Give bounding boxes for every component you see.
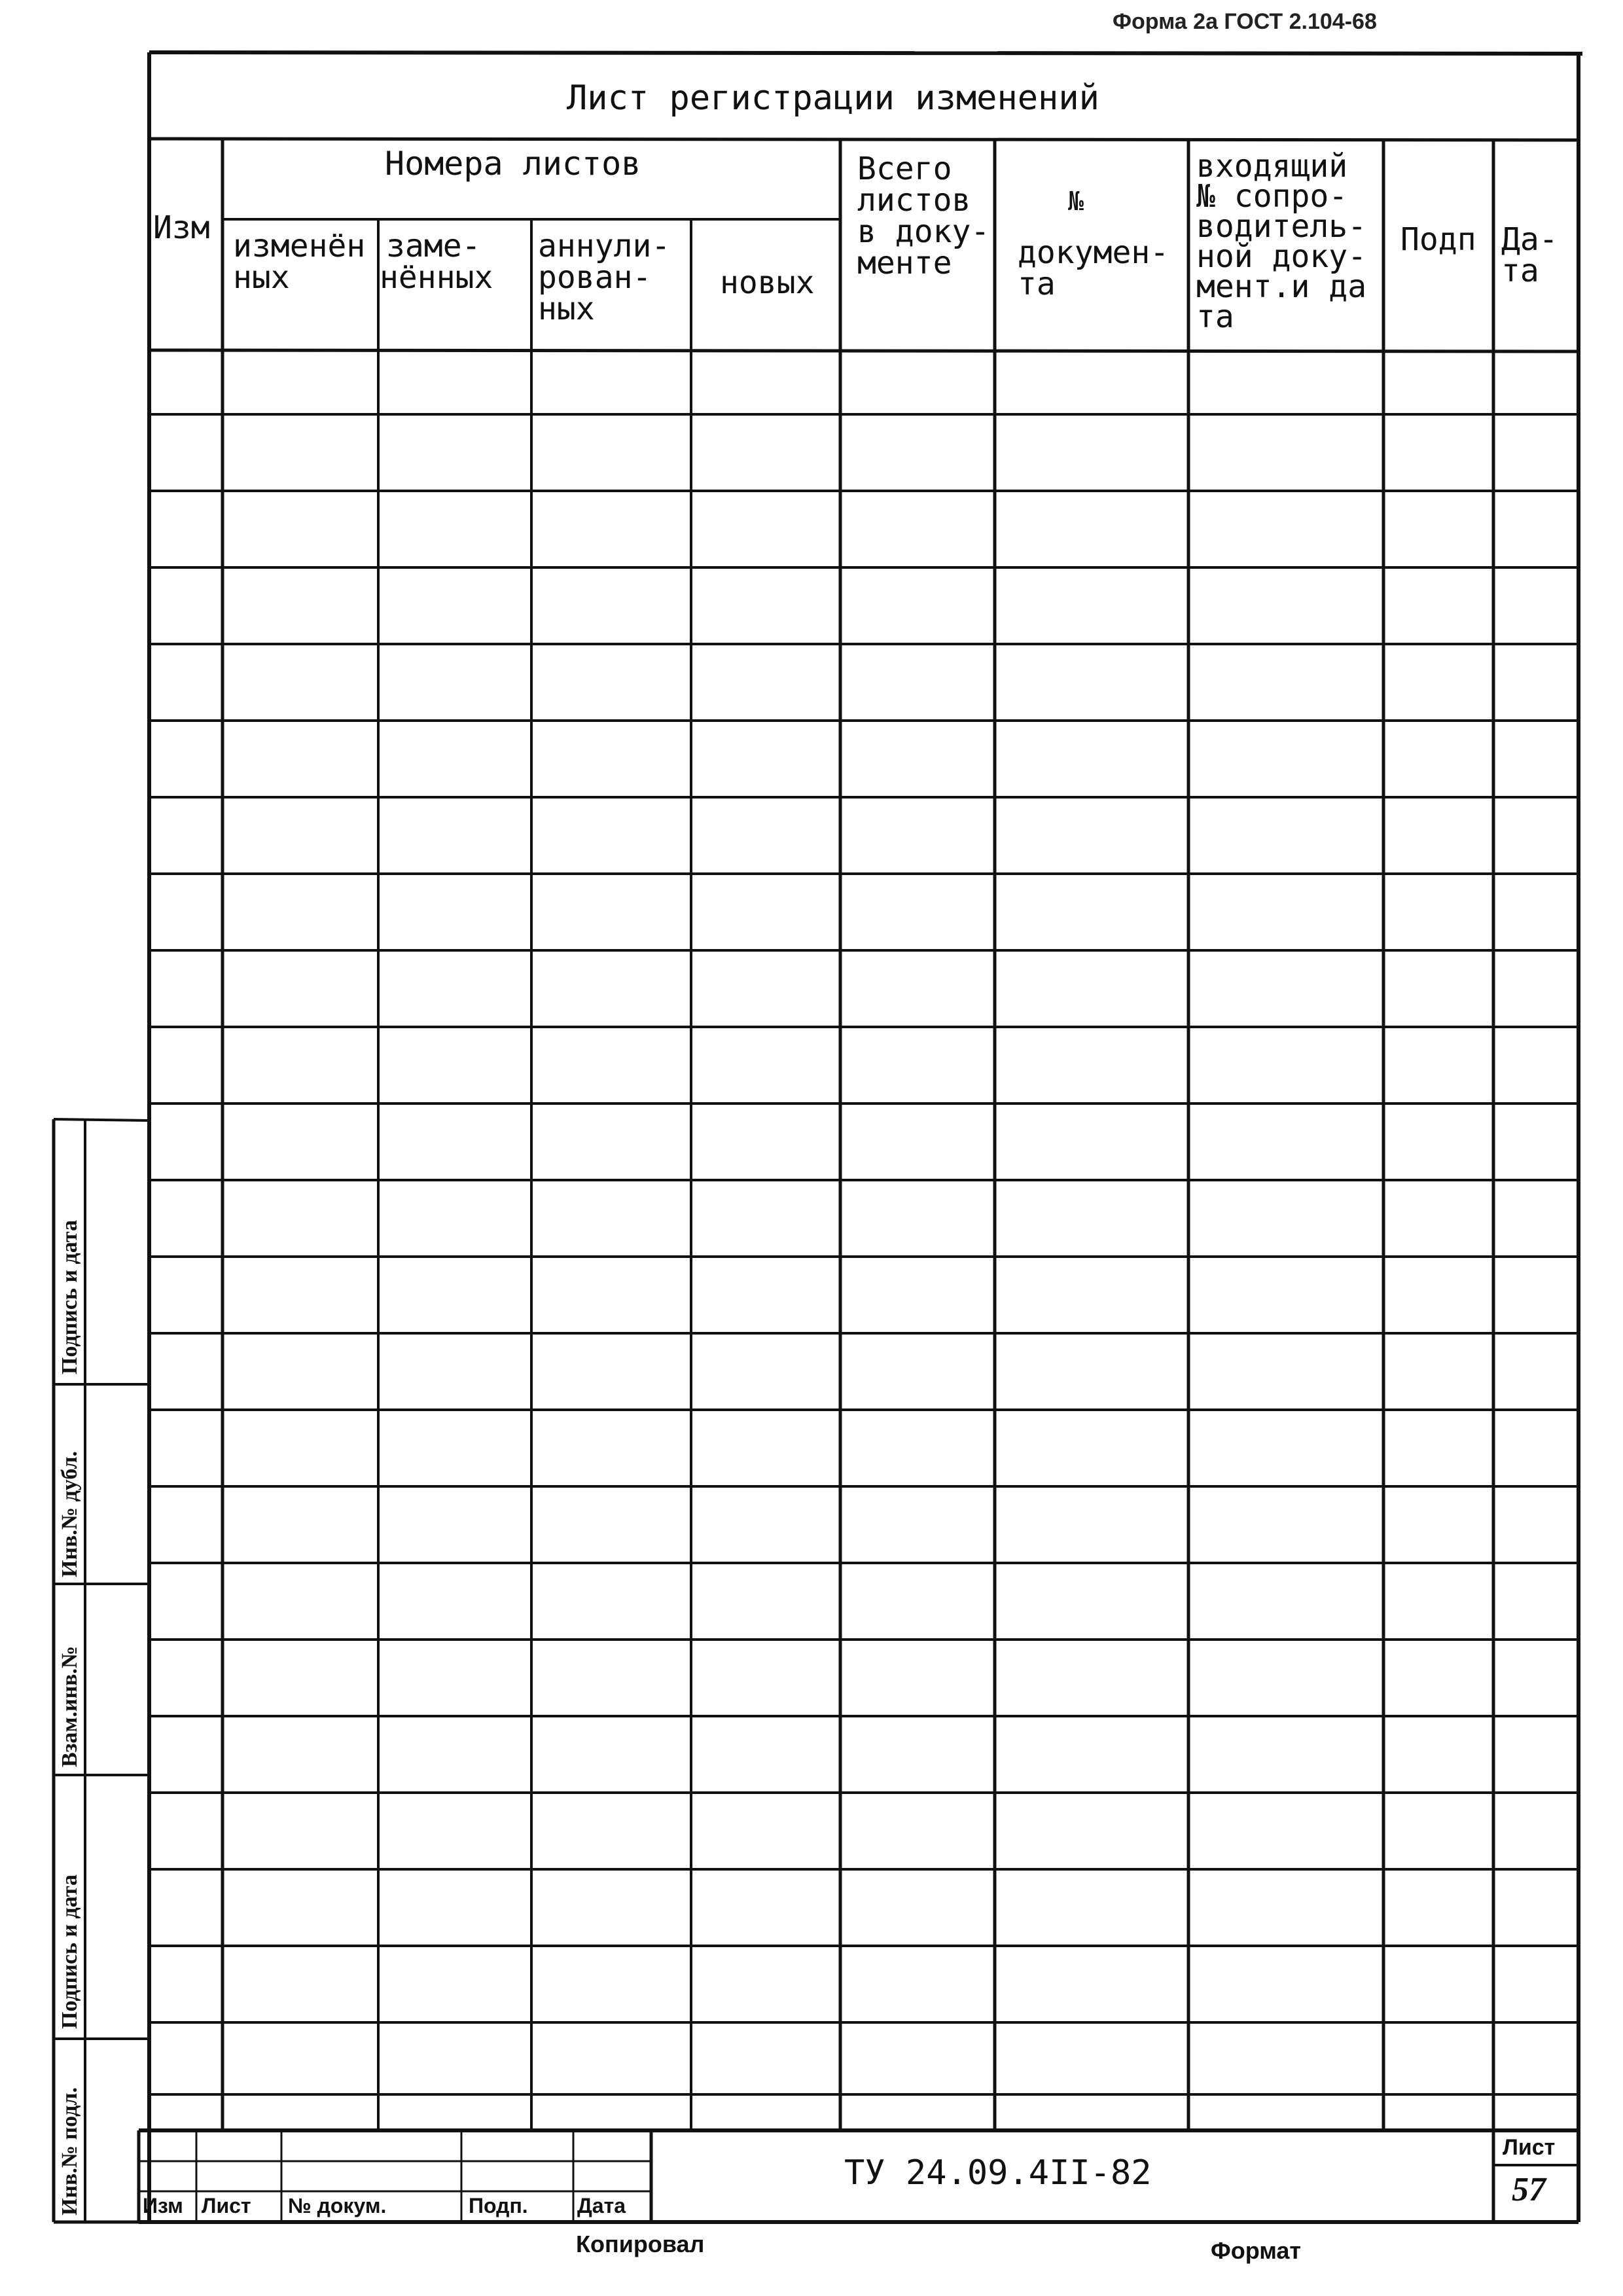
header-data-1: Да-: [1501, 221, 1558, 258]
header-data-2: та: [1501, 253, 1539, 289]
header-incoming-1: входящий: [1196, 148, 1348, 185]
tb-sheet-label: Лист: [1503, 2135, 1556, 2160]
header-vsego-2: листов: [857, 182, 971, 219]
header-incoming-2: № сопро-: [1196, 178, 1348, 215]
footer-copied: Копировал: [576, 2231, 705, 2257]
header-vsego-4: менте: [857, 245, 952, 281]
side-label-inv-dubl: Инв.№ дубл.: [58, 1450, 82, 1577]
header-incoming-6: та: [1196, 298, 1234, 335]
page-title: Лист регистрации изменений: [567, 79, 1099, 118]
document-designation: ТУ 24.09.4II-82: [844, 2153, 1152, 2193]
header-doc-number-1: докумен-: [1018, 234, 1169, 271]
side-label-podpis-data-1: Подпись и дата: [58, 1220, 82, 1374]
header-annulirovannyh-1: аннули-: [538, 228, 671, 264]
header-incoming-4: ной доку-: [1196, 238, 1367, 275]
header-vsego-3: в доку-: [857, 213, 990, 250]
header-novyh: новых: [720, 264, 815, 301]
header-annulirovannyh-2: рован-: [538, 259, 652, 296]
tb-izm-label: Изм: [143, 2194, 183, 2217]
side-label-podpis-data-2: Подпись и дата: [58, 1874, 82, 2029]
side-label-vzam-inv: Взам.инв.№: [58, 1645, 82, 1767]
sheet-number: 57: [1512, 2171, 1546, 2208]
tb-list-label: Лист: [202, 2194, 251, 2217]
header-doc-number-sign: №: [1068, 187, 1084, 217]
tb-doc-number-label: № докум.: [288, 2194, 387, 2217]
header-sheet-numbers: Номера листов: [385, 145, 641, 183]
standard-reference: Форма 2а ГОСТ 2.104-68: [1113, 9, 1377, 34]
header-izmenennyh-2: ных: [233, 259, 290, 296]
tb-podp-label: Подп.: [469, 2194, 528, 2217]
header-izm: Изм: [153, 209, 210, 246]
header-doc-number-2: та: [1018, 266, 1056, 302]
footer-format: Формат: [1211, 2237, 1302, 2264]
tb-data-label: Дата: [577, 2194, 626, 2217]
header-zamenennyh-2: нённых: [380, 259, 493, 296]
header-zamenennyh-1: заме-: [386, 228, 481, 264]
header-podp: Подп: [1400, 221, 1476, 258]
header-incoming-3: водитель-: [1196, 208, 1367, 245]
header-izmenennyh-1: изменён: [233, 228, 366, 264]
header-annulirovannyh-3: ных: [538, 291, 595, 327]
header-vsego-1: Всего: [857, 151, 952, 187]
side-label-inv-podl: Инв.№ подл.: [58, 2087, 82, 2215]
header-incoming-5: мент.и да: [1196, 268, 1367, 305]
